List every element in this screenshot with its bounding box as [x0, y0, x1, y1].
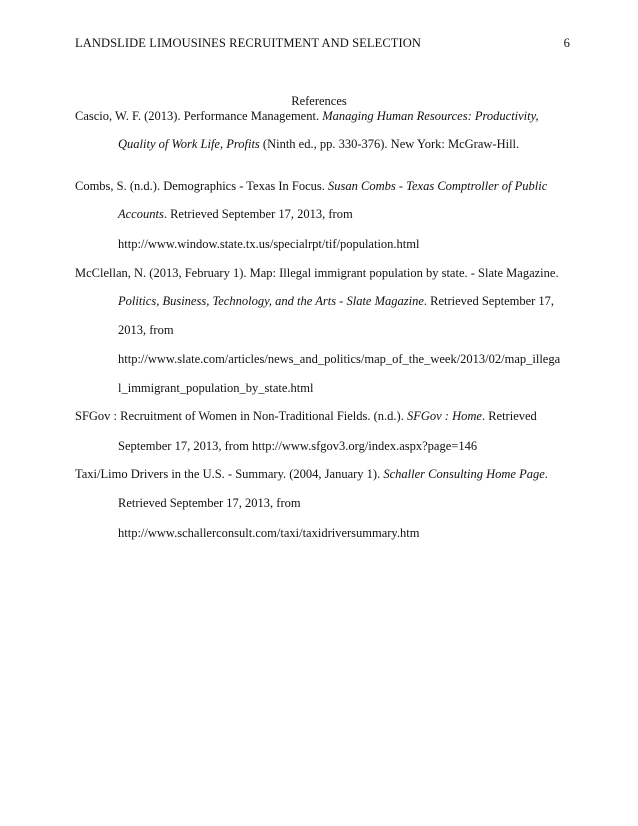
- reference-text: McClellan, N. (2013, February 1). Map: Illegal immigrant population by state. - Slate Magazine.: [75, 266, 559, 280]
- reference-italic-text: Schaller Consulting Home Page: [383, 467, 545, 481]
- reference-text: . Retrieved September 17, 2013, from: [163, 207, 353, 221]
- page-number: 6: [563, 36, 570, 50]
- running-head-title: LANDSLIDE LIMOUSINES RECRUITMENT AND SELECTION: [75, 36, 422, 50]
- reference-text: . Retrieved: [481, 409, 537, 423]
- reference-text: l_immigrant_population_by_state.html: [118, 381, 314, 395]
- reference-italic-text: SFGov : Home: [406, 409, 482, 423]
- reference-line: [75, 109, 539, 124]
- reference-line: [75, 467, 548, 482]
- reference-text: . Retrieved September 17,: [423, 294, 555, 308]
- reference-line: [118, 352, 560, 367]
- reference-italic-text: Accounts: [118, 207, 164, 221]
- reference-text: September 17, 2013, from http://www.sfgov3.org/index.aspx?page=146: [118, 439, 478, 453]
- reference-text: Cascio, W. F. (2013). Performance Management.: [75, 109, 323, 123]
- reference-italic-text: Politics, Business, Technology, and the Arts - Slate Magazine: [118, 294, 424, 308]
- reference-italic-text: Quality of Work Life, Profits: [118, 137, 260, 151]
- reference-text: (Ninth ed., pp. 330-376). New York: McGraw-Hill.: [259, 137, 520, 151]
- reference-text: Retrieved September 17, 2013, from: [118, 496, 301, 510]
- reference-text: http://www.slate.com/articles/news_and_politics/map_of_the_week/2013/02/map_illega: [118, 352, 561, 366]
- reference-line: [118, 323, 174, 338]
- reference-line: [118, 207, 353, 222]
- references-heading: References: [291, 94, 347, 108]
- reference-line: [75, 266, 559, 281]
- reference-line: [118, 381, 313, 396]
- reference-text: 2013, from: [118, 323, 174, 337]
- reference-text: http://www.schallerconsult.com/taxi/taxidriversummary.htm: [118, 526, 420, 540]
- reference-text: http://www.window.state.tx.us/specialrpt/tif/population.html: [118, 237, 420, 251]
- reference-text: SFGov : Recruitment of Women in Non-Traditional Fields. (n.d.).: [75, 409, 407, 423]
- reference-text: .: [544, 467, 548, 481]
- reference-line: [118, 526, 419, 541]
- reference-line: [118, 137, 519, 152]
- reference-line: [75, 409, 537, 424]
- reference-line: [118, 439, 477, 454]
- reference-line: [118, 237, 419, 252]
- reference-text: Taxi/Limo Drivers in the U.S. - Summary. (2004, January 1).: [75, 467, 384, 481]
- reference-italic-text: Managing Human Resources: Productivity,: [322, 109, 539, 123]
- reference-line: [75, 179, 547, 194]
- reference-italic-text: Susan Combs - Texas Comptroller of Public: [328, 179, 548, 193]
- reference-line: [118, 496, 301, 511]
- reference-line: [118, 294, 554, 309]
- reference-text: Combs, S. (n.d.). Demographics - Texas In Focus.: [75, 179, 329, 193]
